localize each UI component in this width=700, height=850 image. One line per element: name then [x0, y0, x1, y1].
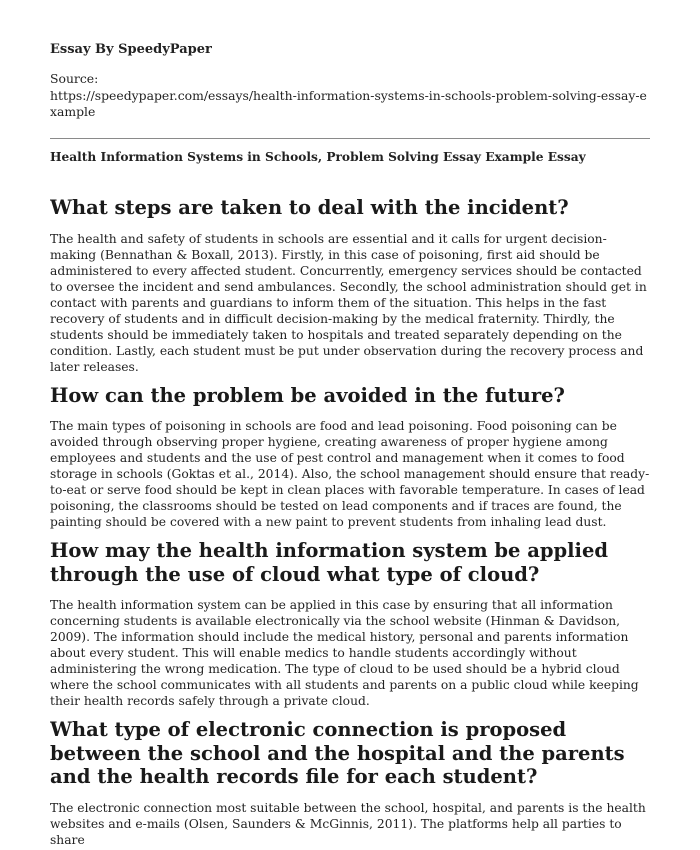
section-heading: What type of electronic connection is proposed between the school and the hospital and the parents and the health records file for each student? — [50, 718, 625, 788]
essay-by-line: Essay By SpeedyPaper — [50, 42, 212, 57]
header-divider — [50, 138, 650, 139]
source-label: Source: — [50, 71, 99, 86]
source-url[interactable]: https://speedypaper.com/essays/health-information-systems-in-schools-problem-solving-essay-example — [50, 87, 647, 119]
section-prevention — [50, 384, 650, 531]
section-paragraph: The main types of poisoning in schools are food and lead poisoning. Food poisoning can be avoided through observing proper hygiene, creating awareness of proper hygiene among employees and students and the use of pest control and management when it comes to food storage in schools (Goktas et al., 2014). Also, the school management should ensure that ready-to-eat or serve food should be kept in clean places with favorable temperature. In cases of lead poisoning, the classrooms should be tested on lead components and if traces are found, the painting should be covered with a new paint to prevent students from inhaling lead dust. — [50, 419, 650, 529]
section-heading: How may the health information system be applied through the use of cloud what type of cloud? — [50, 539, 608, 586]
section-paragraph: The health and safety of students in schools are essential and it calls for urgent decision-making (Bennathan & Boxall, 2013). Firstly, in this case of poisoning, first aid should be administered to every affected student. Concurrently, emergency services should be contacted to oversee the incident and send ambulances. Secondly, the school administration should get in contact with parents and guardians to inform them of the situation. This helps in the fast recovery of students and in difficult decision-making by the medical fraternity. Thirdly, the students should be immediately taken to hospitals and treated separately depending on the condition. Lastly, each student must be put under observation during the recovery process and later releases. — [50, 231, 647, 374]
section-incident-steps — [50, 196, 650, 375]
document-title: Health Information Systems in Schools, Problem Solving Essay Example Essay — [50, 150, 586, 164]
section-heading: How can the problem be avoided in the future? — [50, 383, 565, 407]
document-page — [50, 0, 652, 850]
section-paragraph: The health information system can be applied in this case by ensuring that all information concerning students is available electronically via the school website (Hinman & Davidson, 2009). The information should include the medical history, personal and parents information about every student. This will enable medics to handle students accordingly without administering the wrong medication. The type of cloud to be used should be a hybrid cloud where the school communicates with all students and parents on a public cloud while keeping their health records safely through a private cloud. — [50, 598, 639, 708]
section-heading: What steps are taken to deal with the incident? — [50, 196, 569, 219]
section-paragraph: The electronic connection most suitable between the school, hospital, and parents is the health websites and e-mails (Olsen, Saunders & McGinnis, 2011). The platforms help all parties to share — [50, 800, 646, 847]
source-block — [50, 71, 650, 121]
section-cloud — [50, 539, 650, 709]
section-electronic-connection — [50, 718, 650, 848]
essay-content — [50, 196, 650, 850]
